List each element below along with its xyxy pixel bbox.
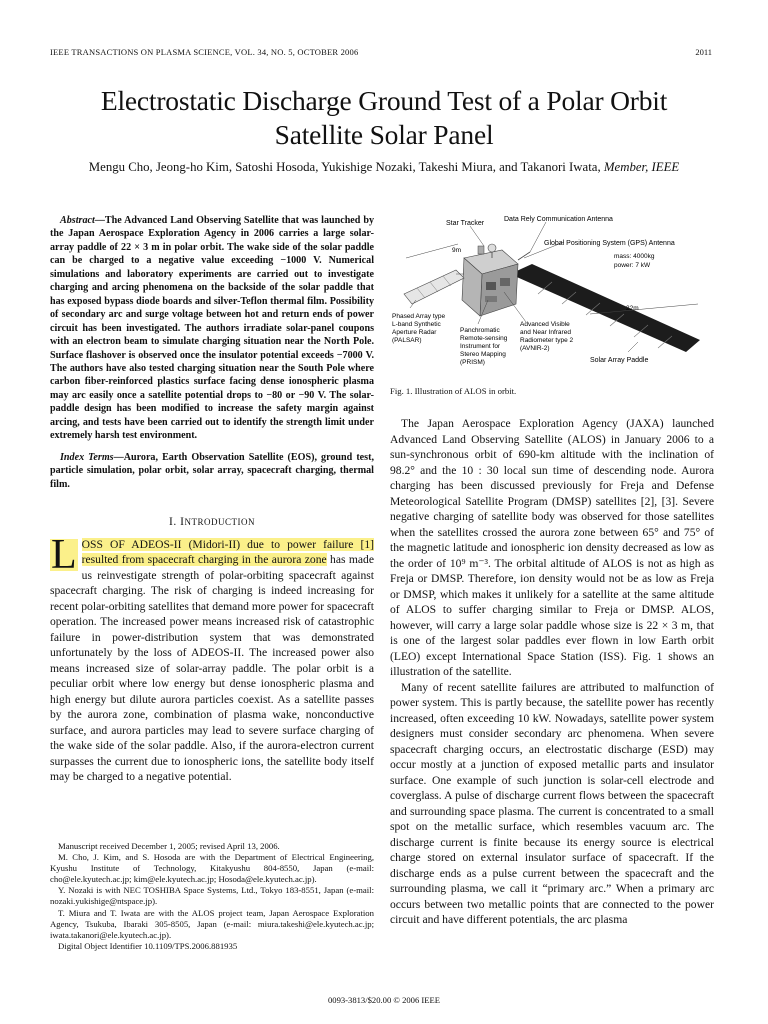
footnote-doi: Digital Object Identifier 10.1109/TPS.2006.881935 — [58, 940, 238, 951]
author-membership: Member, IEEE — [603, 160, 680, 174]
svg-text:(PRISM): (PRISM) — [460, 359, 485, 366]
svg-text:Remote-sensing: Remote-sensing — [460, 335, 508, 342]
svg-text:(PALSAR): (PALSAR) — [392, 337, 422, 344]
svg-text:(AVNIR-2): (AVNIR-2) — [520, 345, 550, 352]
figure-1 — [390, 212, 714, 382]
index-terms — [50, 451, 374, 491]
label-star-tracker: Star Tracker — [446, 220, 485, 227]
label-power: power: 7 kW — [614, 262, 651, 269]
svg-text:Aperture Radar: Aperture Radar — [392, 329, 437, 336]
label-gps-antenna: Global Positioning System (GPS) Antenna — [544, 240, 675, 247]
svg-text:and Near Infrared: and Near Infrared — [520, 329, 571, 336]
abstract-text: —The Advanced Land Observing Satellite that was launched by the Japan Aerospace Exploration Agency in 2006 carries a large solar-array paddle of 22 × 3 m in polar orbit. The wake side of the solar paddle can be charged to a negative value exceeding −1000 V. Numerical simulations and laboratory experiments are carried out to investigate charging and arcing phenomena on the backside of the solar paddle that has exposed bypass diode boards and silver-Teflon thermal film. Possibility of secondary arc and surge voltage between hot and return ends of power circuit has been investigated. The authors irradiate solar-panel coupons with an electron beam to simulate charging situation near the North Pole. Surface flashover is observed once the insulator potential exceeds −7000 V. The authors have also tested charging situation near the South Pole where carbon fiber-reinforced plastics surface facing dense ionospheric plasma may arc easily once a satellite potential drops to −80 or −90 V. The solar-paddle design has been modified to increase the safety margin against arcing, and tests have been carried out to identify the strength limit under extremely harsh test environment. — [50, 215, 374, 442]
label-avnir — [520, 321, 573, 352]
abstract — [50, 214, 374, 443]
label-prism — [460, 327, 508, 366]
footnotes — [50, 841, 374, 952]
label-9m: 9m — [452, 247, 462, 254]
satellite-body — [462, 244, 530, 316]
left-column — [50, 214, 374, 785]
running-header: IEEE TRANSACTIONS ON PLASMA SCIENCE, VOL. 34, NO. 5, OCTOBER 2006 — [50, 47, 359, 57]
svg-text:Panchromatic: Panchromatic — [460, 327, 500, 334]
highlighted-text-2[interactable]: resulted from spacecraft charging in the aurora zone — [81, 553, 327, 567]
section-title-initial: I — [180, 516, 185, 529]
drop-cap: L — [51, 531, 77, 578]
index-terms-text: —Aurora, Earth Observation Satellite (EOS), ground test, particle simulation, polar orbit, solar array, spacecraft charging, thermal film. — [50, 451, 374, 490]
right-column — [390, 416, 714, 928]
abstract-label: Abstract — [60, 215, 95, 226]
svg-text:Advanced Visible: Advanced Visible — [520, 321, 570, 328]
svg-text:Stereo Mapping: Stereo Mapping — [460, 351, 506, 358]
section-number: I. — [169, 516, 177, 529]
label-mass: mass: 4000kg — [614, 253, 655, 260]
author-list — [40, 160, 728, 175]
paragraph-alos: The Japan Aerospace Exploration Agency (JAXA) launched Advanced Land Observing Satellite (ALOS) in January 2006 to a sun-synchronous orbit of 690-km altitude with the inclination of 98.2° and the 10 : 30 local sun time of descending node. Aurora charging has been discussed previously for Freja and Defense Meteorological Satellite Program (DMSP) satellites [2], [3]. Severe negative charging of satellite body was observed for those satellites when the satellites crossed the aurora zone between 65° and 75° of the magnetic latitude and ionospheric ion density decreased as low as the order of 10⁹ m⁻³. The orbital altitude of ALOS is not as high as Freja or DMSP. Therefore, ion density would not be as low as Freja or DMSP, which makes it unlikely for a satellite at the same altitude of ALOS to suffer charging similar to Freja or DMSP. ALOS, however, will carry a large solar paddle whose size is 22 × 3 m, that is one of the largest solar paddles ever flown in low Earth orbit (LEO) except International Space Station (ISS). Fig. 1 shows an illustration of the satellite. — [390, 417, 714, 678]
section-heading-introduction — [50, 515, 374, 531]
label-palsar — [392, 313, 445, 344]
svg-text:Instrument for: Instrument for — [460, 343, 501, 350]
label-data-relay-antenna: Data Rely Communication Antenna — [504, 216, 613, 223]
svg-text:L-band Synthetic: L-band Synthetic — [392, 321, 441, 328]
figure-caption: Fig. 1. Illustration of ALOS in orbit. — [390, 386, 517, 396]
title-line-1: Electrostatic Discharge Ground Test of a Polar Orbit — [100, 85, 668, 116]
copyright-footer: 0093-3813/$20.00 © 2006 IEEE — [327, 995, 441, 1005]
footnote-received: Manuscript received December 1, 2005; revised April 13, 2006. — [58, 841, 280, 851]
intro-text: has made us reinvestigate strength of polar-orbiting spacecraft against spacecraft charging. The risk of charging is indeed increasing for recent polar-orbiting satellites that demand more power for spacecraft operation. The increased power means increased risk of catastrophic failure in power-distribution system that was demonstrated unfortunately by the loss of ADEOS-II. The increased power also means increased size of solar-array paddle. The polar orbit is a peculiar orbit where low energy but dense ionospheric plasma and high energy but dilute aurora particles coexist. As a satellite passes by the aurora zone, combination of plasma wake, nonconductive surface, and aurora particles may lead to severe surface charging of the wake side of the solar paddle. Also, if the aurora-electron current surpasses the current due to ionospheric ions, the satellite body itself may be charged to a negative potential. — [50, 553, 374, 784]
paragraph-failures: Many of recent satellite failures are attributed to malfunction of power system. This is partly because, the satellite power has recently increased, often exceeding 10 kW. Nowadays, satellite power system designers must consider secondary arc phenomena. When severe spacecraft charging occurs, an electrostatic discharge (ESD) may occur mostly at a junction of exposed metallic parts and insulator surface. One example of such junction is solar-cell electrode and coverglass. A pulse of discharge current flows between the spacecraft and surrounding space plasma. The current is concentrated to a small spot on the metallic surface, which resembles vacuum arc. The discharge current is finite because its energy source is electrical charge stored on external insulator surface of spacecraft. If the discharge ends as a pulse current between the spacecraft and the surrounding plasma, we call it “primary arc.” When a primary arc occurs between two metallic points that are connected to the power circuit and have different potentials, the arc plasma — [390, 680, 714, 926]
footnote-affiliation-2: Y. Nozaki is with NEC TOSHIBA Space Systems, Ltd., Tokyo 183-8551, Japan (e-mail: nozaki.yukishige@ntspace.jp). — [50, 885, 374, 907]
palsar-antenna — [404, 270, 464, 304]
label-22m: 22m — [626, 305, 639, 312]
page-number: 2011 — [695, 47, 712, 57]
svg-text:Phased Array type: Phased Array type — [392, 313, 446, 320]
title-line-2: Satellite Solar Panel — [274, 119, 494, 150]
label-solar-array-paddle: Solar Array Paddle — [590, 357, 649, 364]
section-title-rest: NTRODUCTION — [184, 517, 255, 528]
index-terms-label: Index Terms — [60, 451, 114, 463]
footnote-affiliation-1: M. Cho, J. Kim, and S. Hosoda are with the Department of Electrical Engineering, Kyushu Institute of Technology, Kitakyushu 804-8550, Japan (e-mail: cho@ele.kyutech.ac.jp; kim@ele.kyutech.ac.jp; Hosoda@ele.kyutech.ac.jp). — [50, 852, 374, 885]
alos-illustration — [390, 212, 714, 382]
paper-title — [40, 84, 728, 152]
svg-text:Radiometer type 2: Radiometer type 2 — [520, 337, 574, 344]
author-names: Mengu Cho, Jeong-ho Kim, Satoshi Hosoda, Yukishige Nozaki, Takeshi Miura, and Takanori Iwata, — [88, 160, 601, 174]
highlighted-text-1[interactable]: OSS OF ADEOS-II (Midori-II) due to power failure [1] — [81, 537, 374, 551]
intro-paragraph — [50, 531, 374, 785]
footnote-affiliation-3: T. Miura and T. Iwata are with the ALOS project team, Japan Aerospace Exploration Agency, Tsukuba, Ibaraki 305-8505, Japan (e-mail: miura.takeshi@ele.kyutech.ac.jp; iwata.takanori@ele.kyutech.ac.jp). — [50, 907, 374, 940]
